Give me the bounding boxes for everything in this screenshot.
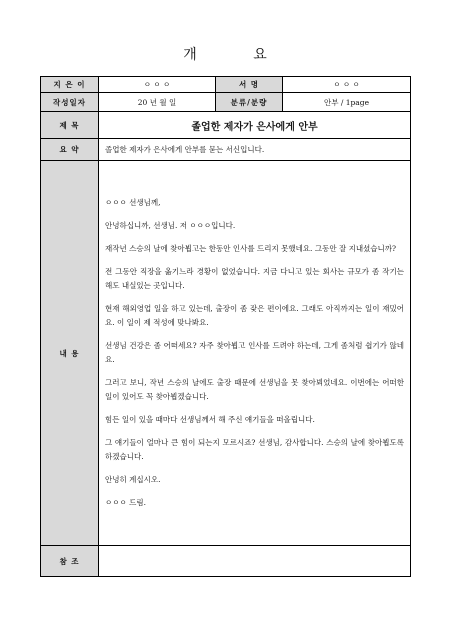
signature-label: 서 명	[216, 77, 283, 93]
reference-label: 참 조	[41, 546, 99, 577]
reference-value[interactable]	[99, 546, 411, 577]
category-value[interactable]: 안부 / 1page	[283, 93, 411, 112]
document-title: 개 요	[183, 47, 293, 63]
letter-greeting: ㅇㅇㅇ 선생님께,	[105, 198, 161, 207]
content-label: 내 용	[41, 161, 99, 546]
subject-label: 제 목	[41, 112, 99, 139]
form-table	[40, 76, 411, 577]
author-row	[41, 77, 411, 93]
summary-row	[41, 139, 411, 161]
letter-paragraph: 현재 해외영업 일을 하고 있는데, 출장이 좀 잦은 편이에요. 그래도 아직까지는 일이 재밌어요. 이 일이 제 적성에 맞나봐요.	[105, 304, 404, 327]
reference-row	[41, 546, 411, 577]
letter-paragraph: 선생님 건강은 좀 어떠세요? 자주 찾아뵙고 인사를 드려야 하는데, 그게 좀처럼 쉽기가 않네요.	[105, 341, 404, 364]
author-value[interactable]: ㅇ ㅇ ㅇ	[99, 77, 216, 93]
summary-label: 요 약	[41, 139, 99, 161]
date-row	[41, 93, 411, 112]
subject-value[interactable]: 졸업한 제자가 은사에게 안부	[99, 112, 411, 139]
letter-paragraph: 그러고 보니, 작년 스승의 날에도 출장 때문에 선생님을 못 찾아뵈었네요. 이번에는 어떠한 일이 있어도 꼭 찾아뵙겠습니다.	[105, 378, 404, 401]
letter-paragraph: 안녕하십니까, 선생님. 저 ㅇㅇㅇ입니다.	[105, 221, 236, 230]
signature-value[interactable]: ㅇ ㅇ ㅇ	[283, 77, 411, 93]
content-row	[41, 161, 411, 546]
content-body[interactable]	[99, 161, 411, 546]
author-label: 지 은 이	[41, 77, 99, 93]
letter-paragraph: 힘든 일이 있을 때마다 선생님께서 해 주신 얘기들을 떠올립니다.	[105, 415, 315, 424]
subject-row	[41, 112, 411, 139]
letter-paragraph: 그 얘기들이 얼마나 큰 힘이 되는지 모르시죠? 선생님, 감사합니다. 스승의 날에 찾아뵙도록 하겠습니다.	[105, 438, 404, 461]
category-label: 분류/분량	[216, 93, 283, 112]
date-value[interactable]: 20 년 월 일	[99, 93, 216, 112]
letter-paragraph: 재작년 스승의 날에 찾아뵙고는 한동안 인사를 드리지 못했네요. 그동안 잘 지내셨습니까?	[105, 244, 397, 253]
letter-signoff: ㅇㅇㅇ 드림.	[105, 498, 146, 507]
letter-closing: 안녕히 계십시오.	[105, 475, 161, 484]
date-label: 작성일자	[41, 93, 99, 112]
summary-value[interactable]: 졸업한 제자가 은사에게 안부를 묻는 서신입니다.	[99, 139, 411, 161]
letter-paragraph: 전 그동안 직장을 옮기느라 경황이 없었습니다. 지금 다니고 있는 회사는 규모가 좀 작기는 해도 내실있는 곳입니다.	[105, 267, 404, 290]
